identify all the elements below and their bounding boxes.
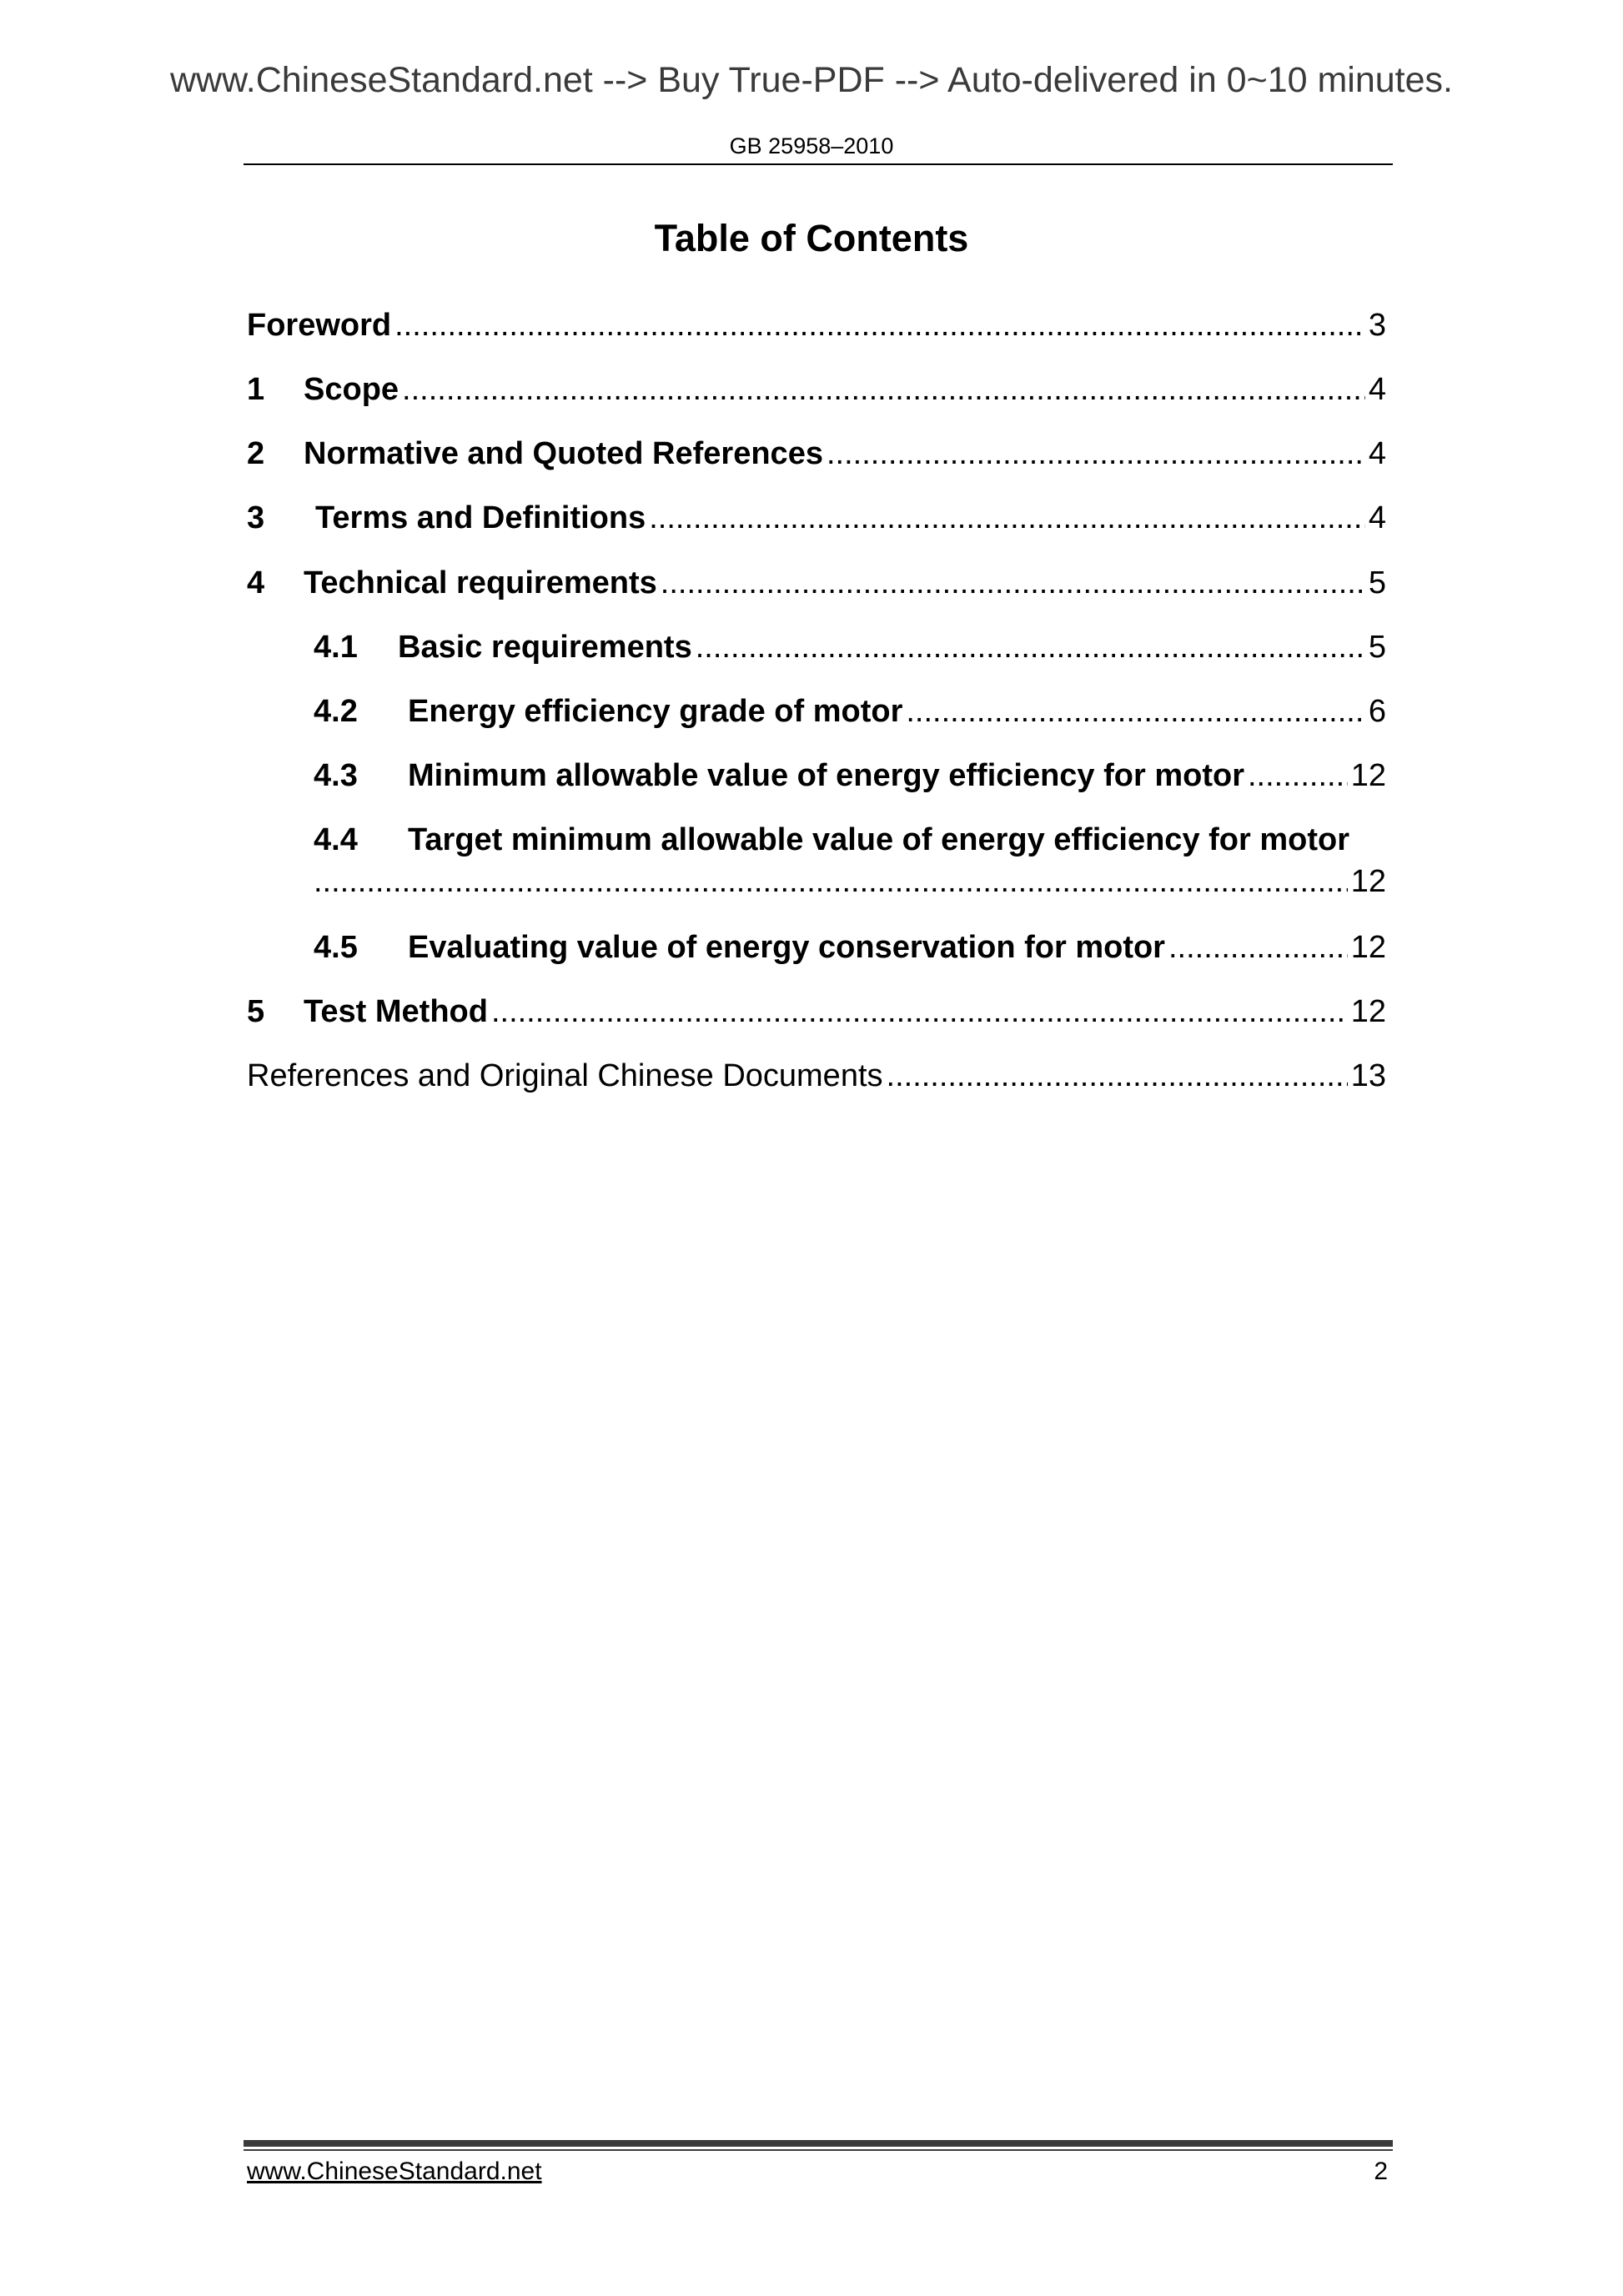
toc-entry-number: 2 bbox=[247, 436, 265, 471]
header-rule bbox=[244, 163, 1393, 165]
toc-entry-label: Test Method bbox=[304, 994, 488, 1029]
toc-entry-page: 3 bbox=[1368, 308, 1386, 343]
toc-entry-number: 1 bbox=[247, 372, 265, 407]
toc-entry-2[interactable] bbox=[247, 435, 1386, 472]
toc-entry-number: 4.1 bbox=[314, 630, 358, 665]
toc-leader bbox=[661, 565, 1365, 601]
toc-leader bbox=[402, 371, 1365, 408]
toc-entry-page: 4 bbox=[1368, 436, 1386, 471]
toc-entry-label: Evaluating value of energy conservation for motor bbox=[408, 930, 1165, 965]
toc-entry-number: 3 bbox=[247, 500, 265, 535]
toc-entry-label: Scope bbox=[304, 372, 399, 407]
toc-leader bbox=[696, 629, 1365, 666]
toc-leader bbox=[649, 500, 1365, 536]
toc-entry-page: 12 bbox=[1350, 930, 1386, 965]
toc-entry-page: 5 bbox=[1368, 565, 1386, 600]
toc-leader bbox=[827, 435, 1365, 472]
toc-entry-page: 5 bbox=[1368, 630, 1386, 665]
toc-entry-foreword[interactable] bbox=[247, 307, 1386, 344]
toc-entry-4[interactable] bbox=[247, 565, 1386, 601]
toc-leader bbox=[1248, 757, 1348, 794]
footer-rule-thin bbox=[244, 2149, 1393, 2151]
toc-leader bbox=[906, 693, 1364, 730]
toc-entry-label: Foreword bbox=[247, 308, 392, 343]
toc-entry-page: 6 bbox=[1368, 694, 1386, 729]
toc-entry-4-2[interactable] bbox=[247, 693, 1386, 730]
toc-entry-number: 4.4 bbox=[314, 822, 358, 857]
toc-entry-label: Target minimum allowable value of energy efficiency for motor bbox=[408, 822, 1349, 857]
toc-entry-page: 4 bbox=[1368, 500, 1386, 535]
toc-entry-number: 4.3 bbox=[314, 758, 358, 793]
toc-entry-4-1[interactable] bbox=[247, 629, 1386, 666]
footer-page-number: 2 bbox=[1374, 2158, 1388, 2185]
toc-leader bbox=[1168, 929, 1348, 966]
toc-entry-page: 4 bbox=[1368, 372, 1386, 407]
toc-title: Table of Contents bbox=[654, 217, 969, 259]
toc-entry-first-line bbox=[314, 821, 1386, 858]
footer-website-link[interactable]: www.ChineseStandard.net bbox=[247, 2158, 542, 2185]
toc-entry-4-3[interactable] bbox=[247, 757, 1386, 794]
toc-entry-number: 4.5 bbox=[314, 930, 358, 965]
site-banner[interactable]: www.ChineseStandard.net --> Buy True-PDF --> Auto-delivered in 0~10 minutes. bbox=[169, 60, 1453, 100]
toc-entry-page: 13 bbox=[1350, 1058, 1386, 1093]
toc-leader bbox=[491, 993, 1348, 1030]
toc-entry-label: Technical requirements bbox=[304, 565, 657, 600]
footer-rule-thick bbox=[244, 2140, 1393, 2147]
toc-entry-1[interactable] bbox=[247, 371, 1386, 408]
toc-leader bbox=[314, 863, 1348, 900]
toc-entry-5[interactable] bbox=[247, 993, 1386, 1030]
toc-entry-page: 12 bbox=[1350, 864, 1386, 899]
toc-entry-label: Basic requirements bbox=[398, 630, 692, 665]
toc-entry-number: 4.2 bbox=[314, 694, 358, 729]
document-number: GB 25958–2010 bbox=[729, 133, 894, 158]
toc-entry-label: Energy efficiency grade of motor bbox=[408, 694, 903, 729]
toc-entry-4-4[interactable] bbox=[247, 821, 1386, 902]
toc-entry-label: Terms and Definitions bbox=[315, 500, 646, 535]
toc-entry-4-5[interactable] bbox=[247, 929, 1386, 966]
toc-entry-page: 12 bbox=[1350, 758, 1386, 793]
toc-entry-number: 4 bbox=[247, 565, 265, 600]
toc-entry-number: 5 bbox=[247, 994, 265, 1029]
toc-entry-label: Normative and Quoted References bbox=[304, 436, 823, 471]
toc-entry-label: References and Original Chinese Documents bbox=[247, 1058, 883, 1093]
toc-entry-label: Minimum allowable value of energy efficiency for motor bbox=[408, 758, 1244, 793]
toc-entry-references[interactable] bbox=[247, 1058, 1386, 1094]
toc-leader bbox=[394, 307, 1365, 344]
toc-entry-page: 12 bbox=[1350, 994, 1386, 1029]
toc-leader bbox=[887, 1058, 1348, 1094]
toc-entry-second-line bbox=[314, 863, 1386, 900]
toc-entry-3[interactable] bbox=[247, 500, 1386, 536]
